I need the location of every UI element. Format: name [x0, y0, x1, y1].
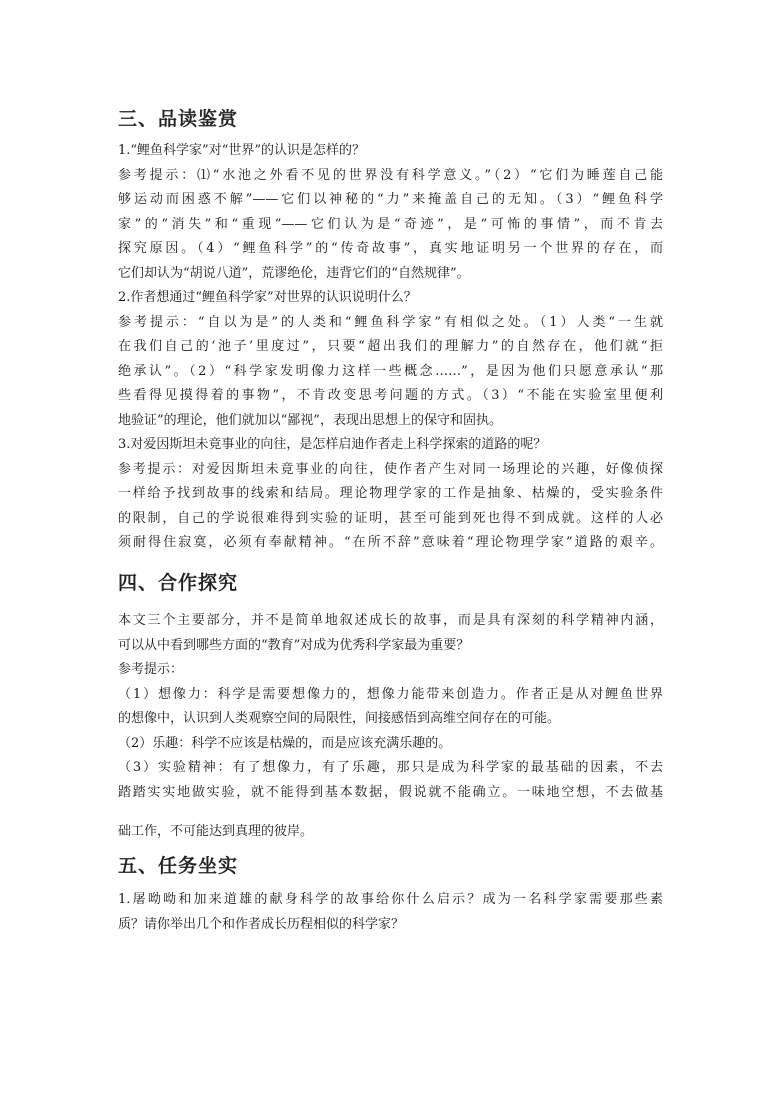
text-line: 参考提示：“自以为是”的人类和“鲤鱼科学家”有相似之处。（1）人类“一生就 — [118, 314, 663, 330]
text-line: 绝承认”。（2）“科学家发明像力这样一些概念……”，是因为他们只愿意承认“那 — [118, 363, 663, 379]
text-line: （2）乐趣：科学不应该是枯燥的，而是应该充满乐趣的。 — [118, 735, 452, 751]
text-line: 它们却认为“胡说八道”，荒谬绝伦，违背它们的“自然规律”。 — [118, 265, 470, 281]
text-line: 可以从中看到哪些方面的“教育”对成为优秀科学家最为重要？ — [118, 637, 470, 653]
section-title-5: 五、任务坐实 — [118, 855, 239, 877]
section-title-3: 三、品读鉴赏 — [118, 108, 239, 130]
text-line: 地验证”的理论，他们就加以“鄙视”，表现出思想上的保守和固执。 — [118, 412, 502, 428]
text-line: （3）实验精神：有了想像力，有了乐趣，那只是成为科学家的最基础的因素，不去 — [118, 760, 663, 775]
text-line: 的想像中，认识到人类观察空间的局限性，间接感悟到高维空间存在的可能。 — [118, 711, 561, 726]
text-line: 探究原因。（4）“鲤鱼科学”的“传奇故事”，真实地证明另一个世界的存在，而 — [118, 241, 663, 256]
question-2: 2.作者想通过“鲤鱼科学家”对世界的认识说明什么？ — [118, 290, 417, 305]
text-line: 的限制，自己的学说很难得到实验的证明，甚至可能到死也得不到成就。这样的人必 — [118, 510, 663, 526]
text-line: 家”的“消失”和“重现”——它们认为是“奇迹”，是“可怖的事情”，而不肯去 — [118, 216, 663, 232]
text-line: 在我们自己的‘池子’里度过”，只要“超出我们的理解力”的自然存在，他们就“拒 — [118, 339, 663, 354]
text-line: 一样给予找到故事的线索和结局。理论物理学家的工作是抽象、枯燥的，受实验条件 — [118, 486, 663, 501]
text-line: 本文三个主要部分，并不是简单地叙述成长的故事，而是具有深刻的科学精神内涵， — [118, 613, 663, 628]
text-line: 参考提示： — [118, 662, 184, 677]
text-line: 础工作，不可能达到真理的彼岸。 — [118, 824, 314, 839]
text-line: 须耐得住寂寞，必须有奉献精神。“在所不辞”意味着“理论物理学家”道路的艰辛。 — [118, 535, 663, 550]
section-4-body — [118, 609, 663, 805]
text-line: 够运动而困惑不解”——它们以神秘的“力”来掩盖自己的无知。（3）“鲤鱼科学 — [118, 192, 663, 207]
section-3-body — [118, 139, 663, 556]
text-line: 1.屠呦呦和加来道雄的献身科学的故事给你什么启示？成为一名科学家需要那些素 — [118, 892, 663, 907]
text-line: 质？请你举出几个和作者成长历程相似的科学家？ — [118, 916, 405, 932]
question-1: 1.“鲤鱼科学家”对“世界”的认识是怎样的？ — [118, 143, 365, 158]
text-line: 参考提示：⑴“水池之外看不见的世界没有科学意义。”（2）“它们为睡莲自己能 — [118, 167, 663, 183]
section-title-4: 四、合作探究 — [118, 572, 239, 594]
text-line: （1）想像力：科学是需要想像力的，想像力能带来创造力。作者正是从对鲤鱼世界 — [118, 686, 663, 702]
question-3: 3.对爱因斯坦未竟事业的向往，是怎样启迪作者走上科学探索的道路的呢？ — [118, 437, 547, 452]
section-5-body — [118, 888, 663, 937]
text-line: 参考提示：对爱因斯坦未竟事业的向往，使作者产生对同一场理论的兴趣，好像侦探 — [118, 461, 663, 477]
text-line: 踏踏实实地做实验，就不能得到基本数据，假说就不能确立。一味地空想，不去做基 — [118, 784, 663, 800]
text-line: 些看得见摸得着的事物”，不肯改变思考问题的方式。（3）“不能在实验室里便利 — [118, 388, 663, 403]
section-4-continued — [118, 820, 663, 845]
